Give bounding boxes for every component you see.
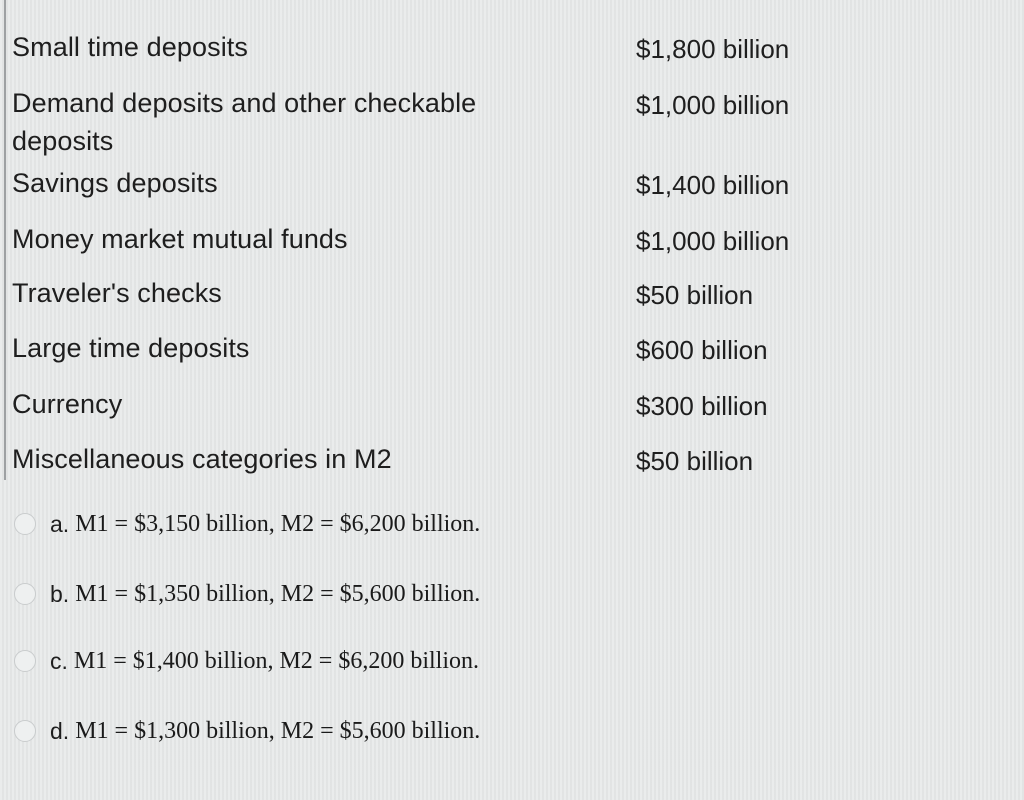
- row-value: $50 billion: [636, 446, 754, 476]
- row-value: $1,000 billion: [636, 90, 790, 120]
- row-label: Currency: [12, 389, 123, 419]
- option-letter: d.: [50, 717, 70, 744]
- option-text: M1 = $1,300 billion, M2 = $5,600 billion.: [75, 717, 481, 744]
- row-label: Large time deposits: [12, 333, 250, 363]
- row-value: $1,000 billion: [636, 226, 790, 256]
- row-value: $1,400 billion: [636, 170, 790, 200]
- option-text: M1 = $1,350 billion, M2 = $5,600 billion.: [75, 580, 481, 607]
- radio-button-a[interactable]: [14, 513, 36, 535]
- row-label: Traveler's checks: [12, 278, 222, 308]
- row-label: Small time deposits: [12, 32, 248, 62]
- row-value: $300 billion: [636, 391, 768, 421]
- option-text: M1 = $3,150 billion, M2 = $6,200 billion.: [75, 510, 481, 537]
- answer-option-a[interactable]: [14, 506, 480, 542]
- radio-button-c[interactable]: [14, 650, 36, 672]
- option-letter: a.: [50, 510, 70, 537]
- radio-button-d[interactable]: [14, 720, 36, 742]
- row-label: Miscellaneous categories in M2: [12, 444, 392, 474]
- answer-option-b[interactable]: [14, 576, 480, 612]
- row-label: Money market mutual funds: [12, 224, 348, 254]
- option-text: M1 = $1,400 billion, M2 = $6,200 billion.: [73, 647, 479, 674]
- option-letter: c.: [50, 647, 68, 674]
- row-value: $50 billion: [636, 280, 754, 310]
- row-label: Demand deposits and other checkable deposits: [12, 88, 477, 156]
- radio-button-b[interactable]: [14, 583, 36, 605]
- row-value: $600 billion: [636, 335, 768, 365]
- row-value: $1,800 billion: [636, 34, 790, 64]
- row-label: Savings deposits: [12, 168, 218, 198]
- option-letter: b.: [50, 580, 70, 607]
- answer-option-c[interactable]: [14, 643, 479, 679]
- answer-option-d[interactable]: [14, 713, 480, 749]
- table-left-border: [4, 0, 6, 480]
